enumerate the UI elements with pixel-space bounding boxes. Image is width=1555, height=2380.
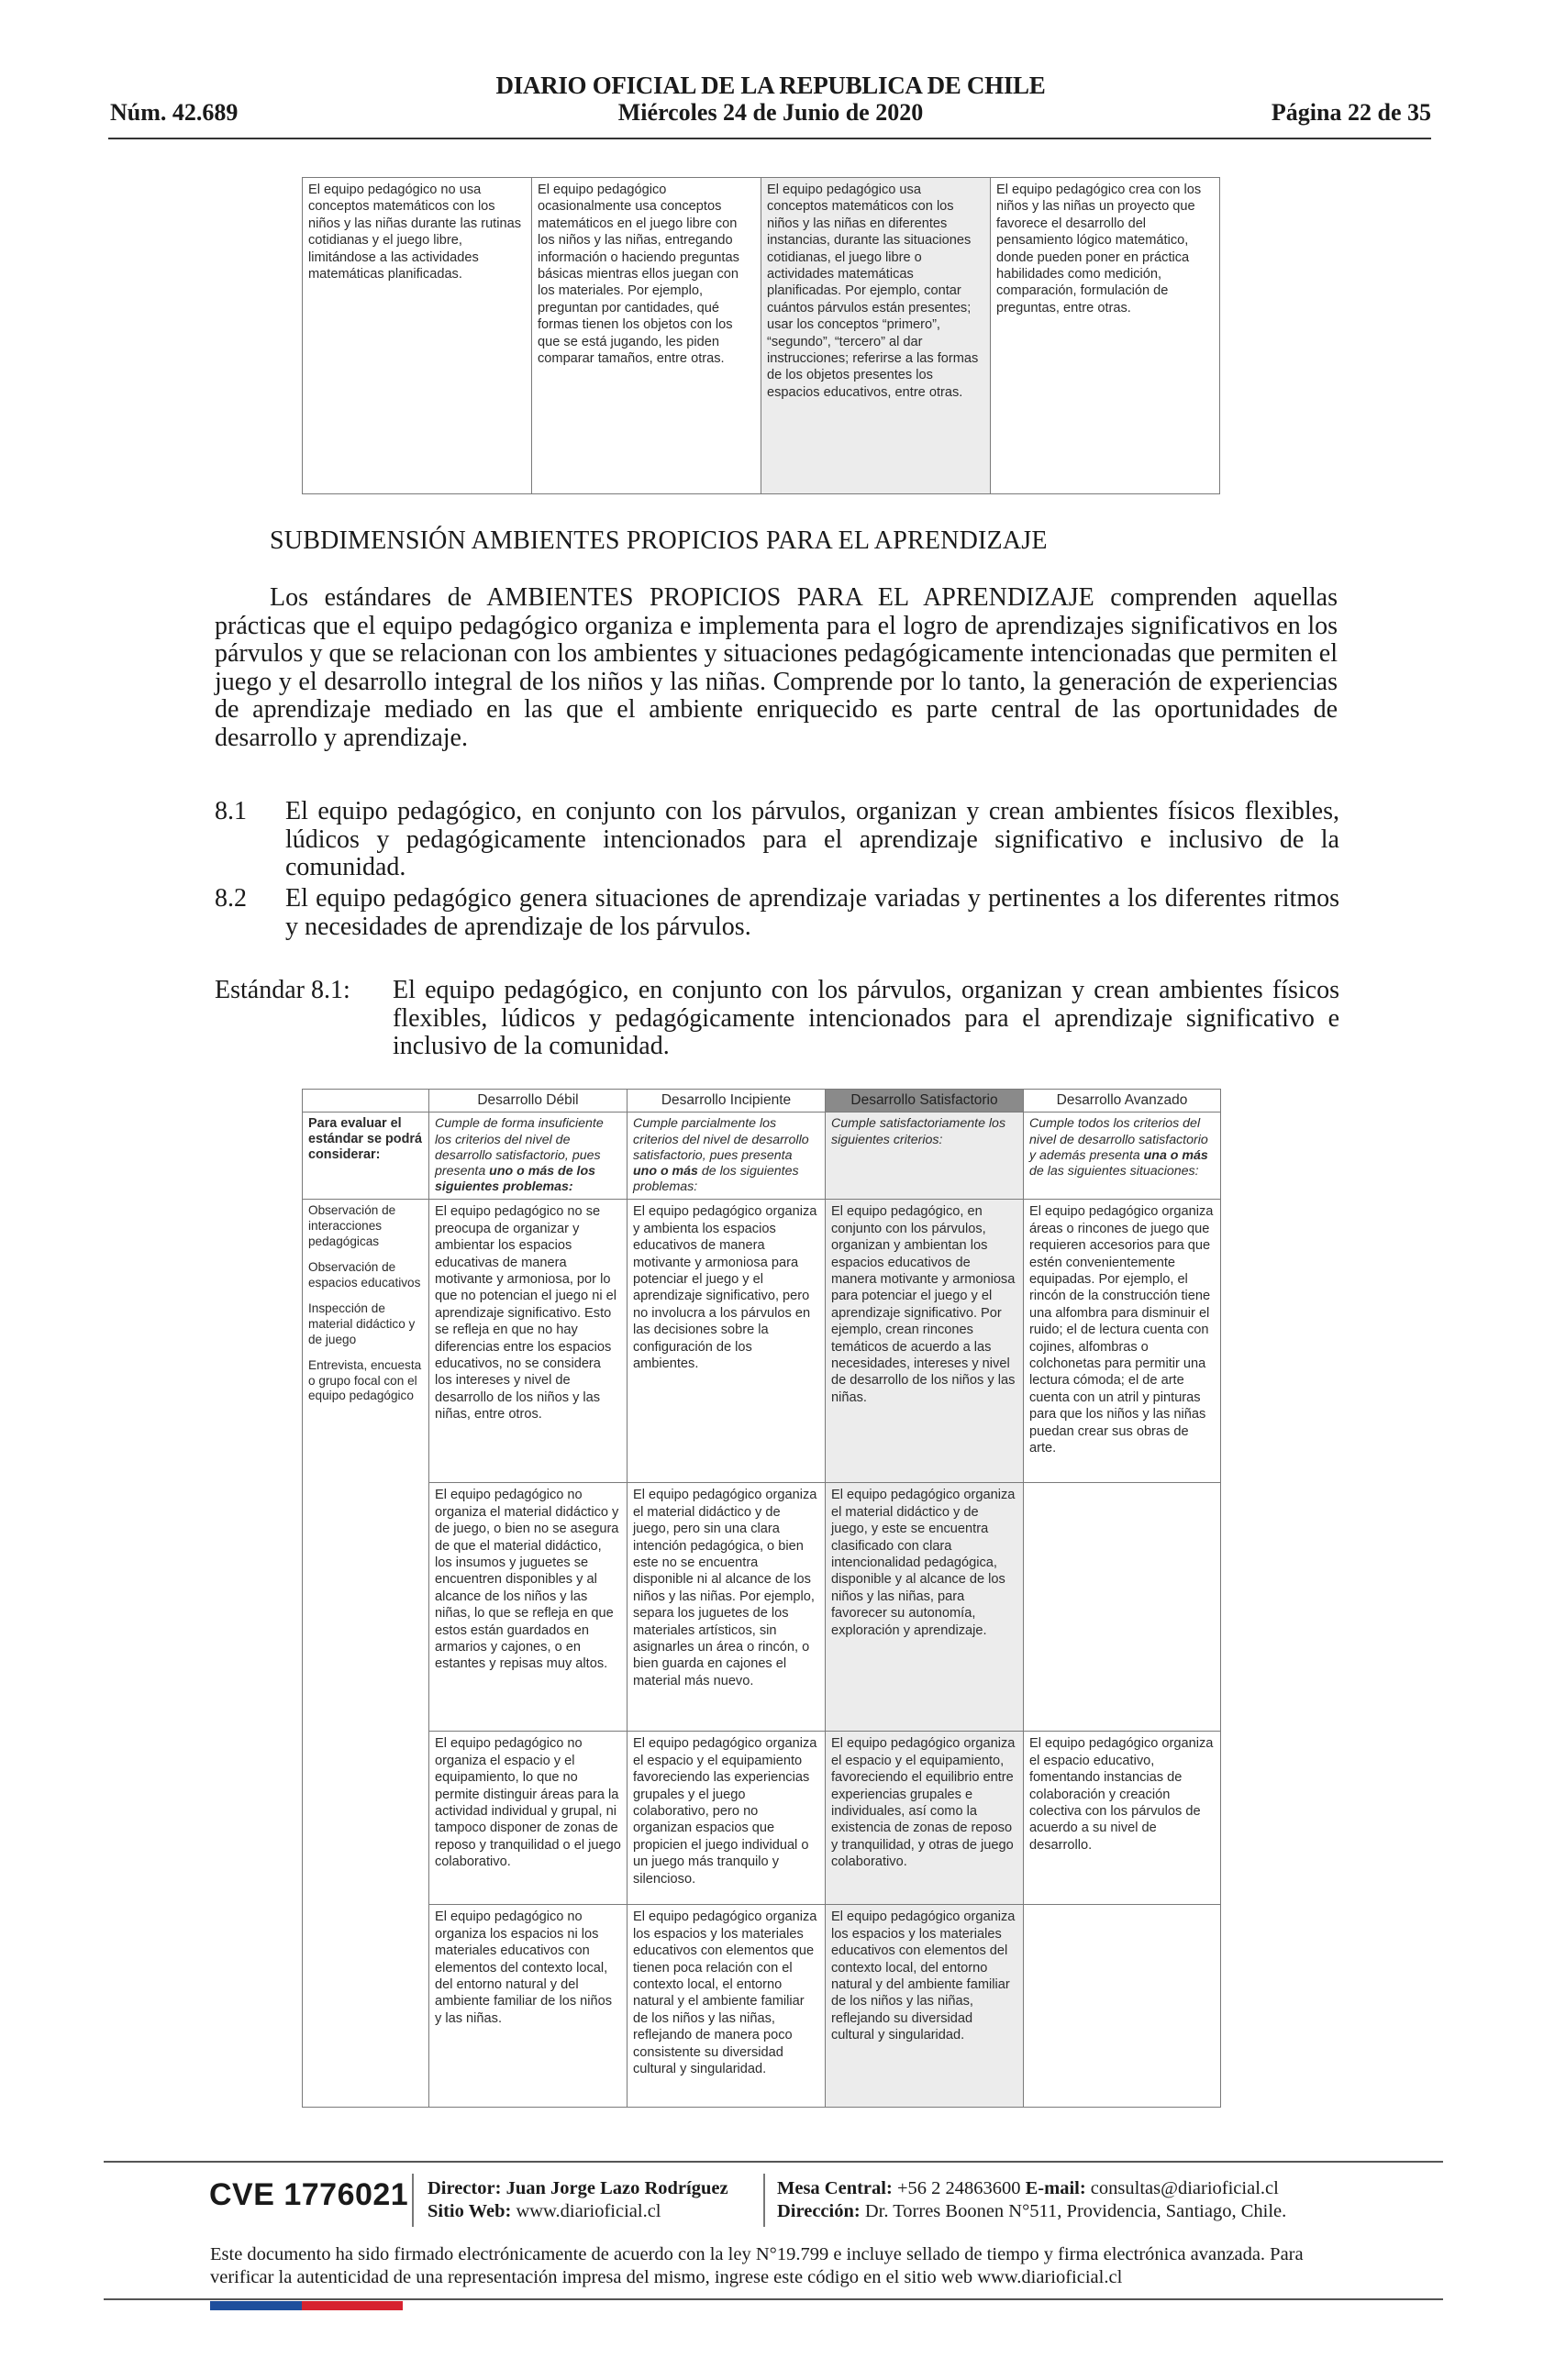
flag-blue-stripe — [210, 2301, 302, 2310]
table-row — [303, 1483, 1221, 1732]
table-cell-avanzado: El equipo pedagógico organiza áreas o rincones de juego que requieren accesorios para que estén convenientemente equipadas. Por ejemplo, el rincón de la construcción tiene una alfombra para disminuir el ruido; el de lectura cuenta con cojines, alfombras o colchonetas para permitir una lectura cómoda; el de arte cuenta con un atril y pinturas para que los niños y las niñas puedan crear sus obras de arte. — [1024, 1200, 1221, 1483]
issue-number: Núm. 42.689 — [110, 99, 239, 126]
table-cell-satisfactorio: El equipo pedagógico organiza los espacios y los materiales educativos con elementos del contexto local, del entorno natural y del ambiente familiar de los niños y las niñas, reflejando su diversidad cultural y singularidad. — [826, 1905, 1024, 2108]
issue-date: Miércoles 24 de Junio de 2020 — [617, 99, 924, 126]
header-desarrollo-incipiente: Desarrollo Incipiente — [628, 1090, 826, 1113]
flag-red-stripe — [302, 2301, 403, 2310]
standard-label: Estándar 8.1: — [215, 976, 350, 1004]
table-cell-satisfactorio: El equipo pedagógico usa conceptos matemáticos con los niños y las niñas en diferentes instancias, durante las situaciones cotidianas, el juego libre o actividades matemáticas planificadas. Por ejemplo, contar cuántos párvulos están presentes; usar los conceptos “primero”, “segundo”, “tercero” al dar instrucciones; referirse a las formas de los objetos presentes los espacios educativos, entre otras. — [761, 178, 991, 494]
item-text: El equipo pedagógico, en conjunto con los párvulos, organizan y crean ambientes físicos flexibles, lúdicos y pedagógicamente intencionados para el aprendizaje significativo e inclusivo de la comunidad. — [285, 797, 1339, 881]
email-label: E-mail: — [1025, 2178, 1086, 2198]
table-header-row — [303, 1090, 1221, 1113]
rubric-table — [302, 1089, 1221, 2108]
footer-contact-block — [777, 2177, 1286, 2223]
observation-method: Observación de interacciones pedagógicas — [308, 1203, 396, 1248]
observation-method: Entrevista, encuesta o grupo focal con el equipo pedagógico — [308, 1358, 422, 1403]
table-cell-debil: El equipo pedagógico no usa conceptos matemáticos con los niños y las niñas durante las rutinas cotidianas y el juego libre, limitándose a las actividades matemáticas planificadas. — [303, 178, 532, 494]
table-row — [303, 1200, 1221, 1483]
observation-methods-cell — [303, 1200, 429, 2108]
footer-divider — [104, 2161, 1443, 2163]
criteria-emphasis: una o más — [1143, 1147, 1208, 1163]
publication-title: DIARIO OFICIAL DE LA REPUBLICA DE CHILE — [495, 72, 1046, 99]
table-cell-debil: El equipo pedagógico no se preocupa de organizar y ambientar los espacios educativas de manera motivante y armoniosa, por lo que no potencian el juego ni el aprendizaje significativo. Esto se refleja en que no hay diferencias entre los espacios educativos, no se considera los intereses y nivel de desarrollo de los niños y las niñas, entre otros. — [429, 1200, 628, 1483]
criteria-text: Cumple todos los criterios del nivel de desarrollo satisfactorio y además presenta — [1029, 1116, 1208, 1163]
table-cell-incipiente: El equipo pedagógico organiza los espacios y los materiales educativos con elementos que tienen poca relación con el contexto local, el entorno natural y el ambiente familiar de los niños y las niñas, reflejando de manera poco consistente su diversidad cultural y singularidad. — [628, 1905, 826, 2108]
table-cell-satisfactorio: El equipo pedagógico, en conjunto con los párvulos, organizan y ambientan los espacios educativos de manera motivante y armoniosa para potenciar el juego y el aprendizaje significativo. Por ejemplo, crean rincones temáticos de acuerdo a las necesidades, intereses y nivel de desarrollo de los niños y las niñas. — [826, 1200, 1024, 1483]
web-link[interactable]: www.diarioficial.cl — [516, 2201, 661, 2221]
flag-stripe — [210, 2301, 403, 2310]
criteria-text: Cumple de forma insuficiente los criterios del nivel de desarrollo satisfactorio, pues presenta — [435, 1116, 604, 1179]
footer-separator — [763, 2174, 765, 2227]
table-cell-avanzado — [1024, 1483, 1221, 1732]
footer-bottom-divider — [104, 2298, 1443, 2300]
director-name: Juan Jorge Lazo Rodríguez — [505, 2178, 728, 2198]
evaluation-label-cell — [303, 1113, 429, 1200]
table-cell-avanzado: El equipo pedagógico organiza el espacio educativo, fomentando instancias de colaboración y creación colectiva con los párvulos de acuerdo a su nivel de desarrollo. — [1024, 1732, 1221, 1905]
item-text: El equipo pedagógico genera situaciones de aprendizaje variadas y pertinentes a los diferentes ritmos y necesidades de aprendizaje de los párvulos. — [285, 884, 1339, 941]
item-number: 8.2 — [215, 884, 247, 913]
observation-method: Observación de espacios educativos — [308, 1260, 421, 1290]
header-divider — [108, 138, 1431, 139]
phone-label: Mesa Central: — [777, 2178, 893, 2198]
header-desarrollo-satisfactorio: Desarrollo Satisfactorio — [826, 1090, 1024, 1113]
table-cell-incipiente: El equipo pedagógico ocasionalmente usa conceptos matemáticos en el juego libre con los niños y las niñas, entregando información o haciendo preguntas básicas mientras ellos juegan con los materiales. Por ejemplo, preguntan por cantidades, qué formas tienen los objetos con los que se está jugando, les piden comparar tamaños, entre otras. — [532, 178, 761, 494]
criteria-text: Cumple satisfactoriamente los siguientes criterios: — [831, 1116, 1006, 1147]
table-corner-cell — [303, 1090, 429, 1113]
criteria-emphasis: uno o más — [633, 1164, 698, 1179]
item-number: 8.1 — [215, 797, 247, 825]
criteria-avanzado — [1024, 1113, 1221, 1200]
table-cell-debil: El equipo pedagógico no organiza los espacios ni los materiales educativos con elementos del contexto local, del entorno natural y del ambiente familiar de los niños y las niñas. — [429, 1905, 628, 2108]
intro-paragraph: Los estándares de AMBIENTES PROPICIOS PARA EL APRENDIZAJE comprenden aquellas prácticas que el equipo pedagógico organiza e implementa para el logro de aprendizajes significativos en los párvulos y que se relacionan con los ambientes y situaciones pedagógicamente intencionadas que permiten el juego y el desarrollo integral de los niños y las niñas. Comprende por lo tanto, la generación de experiencias de aprendizaje mediado en las que el ambiente enriquecido es parte central de las oportunidades de desarrollo y aprendizaje. — [215, 583, 1338, 752]
table-cell-avanzado: El equipo pedagógico crea con los niños y las niñas un proyecto que favorece el desarrollo del pensamiento lógico matemático, donde pueden poner en práctica habilidades como medición, comparación, formulación de preguntas, entre otras. — [991, 178, 1220, 494]
cve-code: CVE 1776021 — [209, 2177, 409, 2212]
criteria-row — [303, 1113, 1221, 1200]
observation-method: Inspección de material didáctico y de juego — [308, 1301, 416, 1346]
address-label: Dirección: — [777, 2201, 861, 2221]
email-link[interactable]: consultas@diarioficial.cl — [1090, 2178, 1279, 2198]
evaluation-label: Para evaluar el estándar se podrá considerar: — [308, 1116, 422, 1163]
table-cell-avanzado — [1024, 1905, 1221, 2108]
footer-director-block — [428, 2177, 728, 2223]
table-cell-satisfactorio: El equipo pedagógico organiza el material didáctico y de juego, y este se encuentra clasificado con clara intencionalidad pedagógica, disponible y al alcance de los niños y las niñas, para favorecer su autonomía, exploración y aprendizaje. — [826, 1483, 1024, 1732]
table-cell-incipiente: El equipo pedagógico organiza y ambienta los espacios educativos de manera motivante y armoniosa para potenciar el juego y el aprendizaje significativo, pero no involucra a los párvulos en las decisiones sobre la configuración de los ambientes. — [628, 1200, 826, 1483]
page-header — [110, 72, 1431, 138]
table-cell-debil: El equipo pedagógico no organiza el espacio y el equipamiento, lo que no permite distinguir áreas para la actividad individual y grupal, ni tampoco disponer de zonas de reposo y tranquilidad o el juego colaborativo. — [429, 1732, 628, 1905]
table-row — [303, 1732, 1221, 1905]
phone-number: +56 2 24863600 — [896, 2178, 1021, 2198]
table-cell-incipiente: El equipo pedagógico organiza el material didáctico y de juego, pero sin una clara intención pedagógica, o bien este no se encuentra disponible ni al alcance de los niños y las niñas. Por ejemplo, separa los juguetes de los materiales artísticos, sin asignarles un área o rincón, o bien guarda en cajones el material más nuevo. — [628, 1483, 826, 1732]
page-number: Página 22 de 35 — [1271, 99, 1431, 126]
criteria-incipiente — [628, 1113, 826, 1200]
criteria-satisfactorio — [826, 1113, 1024, 1200]
web-label: Sitio Web: — [428, 2201, 512, 2221]
director-label: Director: — [428, 2178, 502, 2198]
continuation-table — [302, 177, 1220, 494]
footer-separator — [412, 2174, 414, 2227]
header-desarrollo-debil: Desarrollo Débil — [429, 1090, 628, 1113]
table-cell-satisfactorio: El equipo pedagógico organiza el espacio y el equipamiento, favoreciendo el equilibrio entre experiencias grupales e individuales, así como la existencia de zonas de reposo y tranquilidad, y otras de juego colaborativo. — [826, 1732, 1024, 1905]
legal-notice: Este documento ha sido firmado electrónicamente de acuerdo con la ley N°19.799 e incluye sellado de tiempo y firma electrónica avanzada. Para verificar la autenticidad de una representación impresa del mismo, ingrese este código en el sitio web www.diarioficial.cl — [210, 2244, 1304, 2287]
table-cell-debil: El equipo pedagógico no organiza el material didáctico y de juego, o bien no se asegura de que el material didáctico, los insumos y juguetes se encuentren disponibles y al alcance de los niños y las niñas, lo que se refleja en que estos están guardados en armarios y cajones, o en estantes y repisas muy altos. — [429, 1483, 628, 1732]
table-cell-incipiente: El equipo pedagógico organiza el espacio y el equipamiento favoreciendo las experiencias grupales y el juego colaborativo, pero no organizan espacios que propicien el juego individual o un juego más tranquilo y silencioso. — [628, 1732, 826, 1905]
criteria-text: Cumple parcialmente los criterios del nivel de desarrollo satisfactorio, pues presenta — [633, 1116, 809, 1163]
criteria-emphasis: uno o más de los siguientes problemas: — [435, 1164, 596, 1195]
criteria-debil — [429, 1113, 628, 1200]
table-row — [303, 178, 1220, 494]
header-desarrollo-avanzado: Desarrollo Avanzado — [1024, 1090, 1221, 1113]
criteria-text: de los siguientes problemas: — [633, 1164, 799, 1195]
table-row — [303, 1905, 1221, 2108]
criteria-text: de las siguientes situaciones: — [1029, 1164, 1199, 1179]
standard-text: El equipo pedagógico, en conjunto con los párvulos, organizan y crean ambientes físicos flexibles, lúdicos y pedagógicamente intencionados para el aprendizaje significativo e inclusivo de la comunidad. — [393, 976, 1339, 1060]
subdimension-title: SUBDIMENSIÓN AMBIENTES PROPICIOS PARA EL APRENDIZAJE — [270, 526, 1048, 555]
address-text: Dr. Torres Boonen N°511, Providencia, Santiago, Chile. — [864, 2201, 1287, 2221]
